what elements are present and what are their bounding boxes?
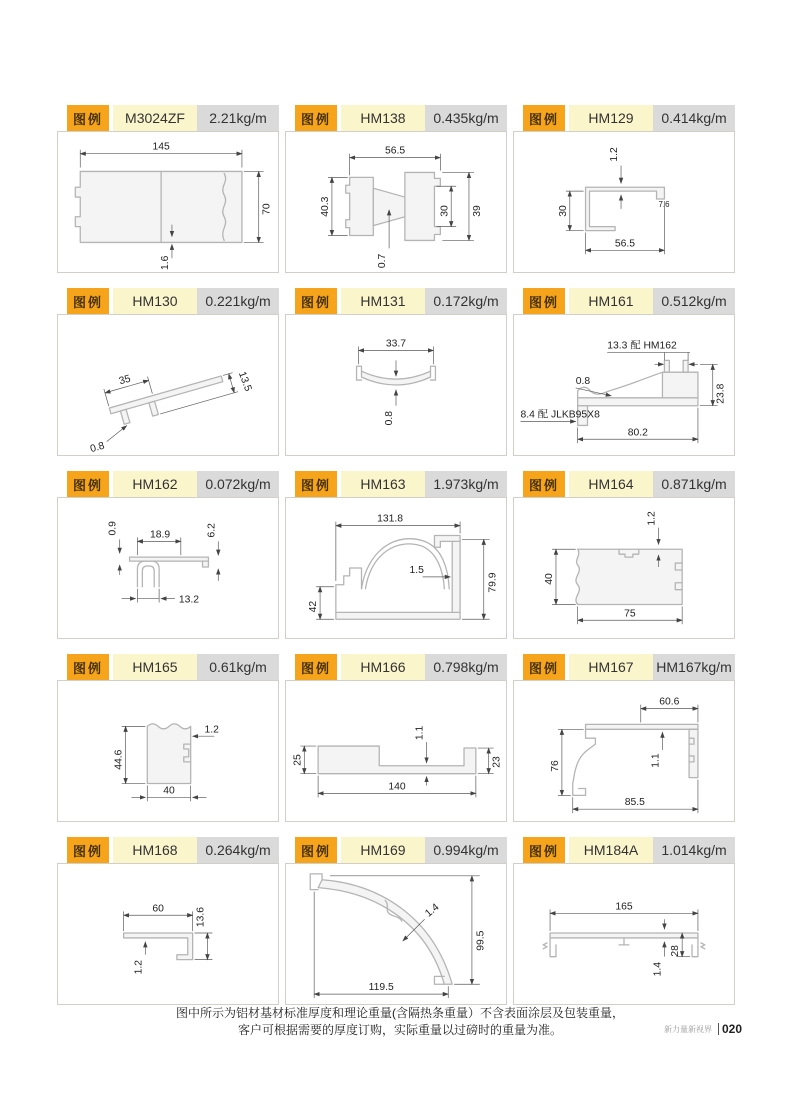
dim-label: 140	[388, 781, 406, 793]
profile-card-hm167	[513, 654, 735, 822]
dim-label: 25	[292, 754, 304, 766]
legend-badge: 图例	[523, 105, 565, 131]
card-header	[513, 105, 735, 131]
model-label: HM130	[113, 288, 197, 314]
dim-label: 40.3	[319, 196, 331, 217]
dim-label: 1.2	[609, 147, 621, 162]
profile-outline	[124, 933, 193, 960]
legend-badge: 图例	[67, 288, 109, 314]
profile-card-hm163	[285, 471, 507, 639]
profile-card-hm168	[57, 837, 279, 1005]
dimension-annotations	[308, 514, 498, 620]
weight-label: 0.414kg/m	[653, 105, 735, 131]
profile-card-hm184a	[513, 837, 735, 1005]
dimension-annotations	[314, 876, 487, 998]
profile-card-hm130	[57, 288, 279, 456]
dim-label: 8.4 配 JLKB95X8	[520, 409, 600, 421]
weight-label: 0.072kg/m	[197, 471, 279, 497]
dim-label: 1.1	[650, 753, 662, 768]
card-header	[57, 105, 279, 131]
legend-badge: 图例	[523, 288, 565, 314]
legend-badge: 图例	[295, 288, 337, 314]
profile-card-hm162	[57, 471, 279, 639]
dim-label: 39	[471, 205, 483, 217]
footer-note-line1: 图中所示为铝材基材标准厚度和理论重量(含隔热条重量）不含表面涂层及包装重量，	[176, 1006, 624, 1020]
profile-card-hm169	[285, 837, 507, 1005]
dim-label: 80.2	[627, 427, 648, 439]
card-header	[57, 837, 279, 863]
profile-card-hm164	[513, 471, 735, 639]
profile-catalog-grid	[57, 105, 735, 1005]
dim-label: 30	[557, 205, 569, 217]
dim-label: 56.5	[384, 145, 406, 157]
dim-label: 30	[439, 205, 451, 217]
dim-label: 35	[117, 373, 133, 388]
weight-label: 2.21kg/m	[197, 105, 279, 131]
dim-label: 165	[615, 901, 633, 913]
dim-label: 79.9	[487, 572, 499, 593]
profile-drawing	[513, 680, 735, 822]
drawing-svg	[58, 132, 278, 272]
weight-label: 1.973kg/m	[425, 471, 507, 497]
dim-label: 33.7	[385, 338, 407, 350]
profile-drawing	[285, 497, 507, 639]
page-footer	[664, 1021, 742, 1037]
card-header	[57, 654, 279, 680]
model-label: HM167	[569, 654, 653, 680]
profile-drawing	[285, 314, 507, 456]
dim-label: 1.5	[409, 564, 424, 576]
model-label: HM166	[341, 654, 425, 680]
dim-label: 13.3 配 HM162	[607, 340, 677, 352]
legend-badge: 图例	[67, 654, 109, 680]
dim-label: 76	[549, 760, 561, 772]
dim-label: 0.9	[107, 521, 119, 536]
drawing-svg	[514, 681, 734, 821]
legend-badge: 图例	[67, 837, 109, 863]
weight-label: 0.264kg/m	[197, 837, 279, 863]
model-label: HM131	[341, 288, 425, 314]
profile-drawing	[513, 131, 735, 273]
weight-label: 0.994kg/m	[425, 837, 507, 863]
profile-outline	[147, 724, 190, 784]
model-label: HM165	[113, 654, 197, 680]
profile-drawing	[513, 863, 735, 1005]
drawing-svg	[58, 315, 278, 455]
drawing-svg	[286, 864, 506, 1004]
profile-card-m3024zf	[57, 105, 279, 273]
profile-drawing	[513, 497, 735, 639]
drawing-svg	[514, 132, 734, 272]
dim-label: 99.5	[475, 930, 487, 951]
card-header	[285, 837, 507, 863]
legend-badge: 图例	[295, 471, 337, 497]
drawing-svg	[58, 681, 278, 821]
profile-outline	[318, 746, 476, 774]
drawing-svg	[514, 315, 734, 455]
card-header	[513, 837, 735, 863]
model-label: HM162	[113, 471, 197, 497]
dim-label: 18.9	[150, 529, 171, 541]
drawing-svg	[286, 315, 506, 455]
legend-badge: 图例	[523, 654, 565, 680]
dim-label: 145	[152, 141, 170, 153]
dim-label: 44.6	[113, 749, 125, 770]
weight-label: 0.61kg/m	[197, 654, 279, 680]
dim-label: 60.6	[659, 696, 680, 708]
dim-label: 7.6	[658, 199, 670, 209]
footer-divider	[718, 1023, 719, 1035]
weight-label: 0.172kg/m	[425, 288, 507, 314]
drawing-svg	[286, 681, 506, 821]
model-label: HM161	[569, 288, 653, 314]
dim-label: 0.8	[384, 411, 396, 426]
profile-outline	[586, 187, 665, 230]
dim-label: 1.2	[204, 724, 219, 736]
dimension-annotations	[124, 903, 213, 974]
dim-label: 1.6	[160, 255, 171, 271]
card-header	[57, 288, 279, 314]
profile-outline	[310, 874, 452, 984]
legend-badge: 图例	[523, 837, 565, 863]
card-header	[285, 105, 507, 131]
dim-label: 0.8	[575, 376, 591, 388]
profile-drawing	[57, 314, 279, 456]
legend-badge: 图例	[67, 471, 109, 497]
footer-note-line2: 客户可根据需要的厚度订购，实际重量以过磅时的重量为准。	[237, 1023, 562, 1037]
dim-label: 1.2	[646, 511, 658, 526]
model-label: HM168	[113, 837, 197, 863]
profile-card-hm161	[513, 288, 735, 456]
dim-label: 0.7	[377, 253, 389, 269]
card-header	[285, 654, 507, 680]
model-label: HM164	[569, 471, 653, 497]
drawing-svg	[58, 864, 278, 1004]
dim-label: 60	[152, 903, 164, 915]
weight-label: 0.871kg/m	[653, 471, 735, 497]
legend-badge: 图例	[67, 105, 109, 131]
model-label: HM169	[341, 837, 425, 863]
dim-label: 40	[544, 573, 556, 585]
dim-label: 1.4	[652, 962, 664, 977]
profile-card-hm138	[285, 105, 507, 273]
profile-outline	[75, 171, 242, 242]
dim-label: 1.4	[423, 901, 442, 920]
dim-label: 6.2	[206, 523, 218, 538]
profile-drawing	[57, 680, 279, 822]
dim-label: 23.8	[715, 383, 727, 404]
model-label: HM163	[341, 471, 425, 497]
weight-label: 0.512kg/m	[653, 288, 735, 314]
drawing-svg	[58, 498, 278, 638]
profile-outline	[346, 172, 441, 240]
weight-label: 0.221kg/m	[197, 288, 279, 314]
model-label: HM129	[569, 105, 653, 131]
profile-drawing	[57, 497, 279, 639]
dim-label: 13.5	[235, 370, 254, 393]
drawing-svg	[286, 132, 506, 272]
drawing-svg	[514, 864, 734, 1004]
dim-label: 13.6	[195, 906, 207, 928]
dim-label: 13.2	[178, 594, 199, 606]
card-header	[513, 288, 735, 314]
profile-drawing	[285, 131, 507, 273]
profile-drawing	[57, 131, 279, 273]
card-header	[513, 654, 735, 680]
profile-outline	[336, 535, 460, 619]
profile-drawing	[513, 314, 735, 456]
dim-label: 70	[261, 203, 273, 215]
model-label: HM138	[341, 105, 425, 131]
dim-label: 28	[670, 945, 682, 957]
weight-label: 1.014kg/m	[653, 837, 735, 863]
profile-drawing	[285, 863, 507, 1005]
weight-label: HM167kg/m	[653, 654, 735, 680]
card-header	[57, 471, 279, 497]
dimension-annotations	[550, 697, 698, 813]
dim-label: 119.5	[368, 982, 394, 994]
profile-card-hm165	[57, 654, 279, 822]
profile-drawing	[57, 863, 279, 1005]
dim-label: 131.8	[377, 513, 404, 525]
profile-outline	[573, 724, 698, 795]
dim-label: 85.5	[624, 797, 645, 809]
legend-badge: 图例	[295, 105, 337, 131]
dim-label: 23	[491, 756, 503, 768]
profile-outline	[576, 549, 682, 604]
dim-label: 40	[163, 785, 175, 797]
profile-drawing	[285, 680, 507, 822]
profile-card-hm166	[285, 654, 507, 822]
profile-card-hm129	[513, 105, 735, 273]
legend-badge: 图例	[295, 837, 337, 863]
legend-badge: 图例	[523, 471, 565, 497]
card-header	[513, 471, 735, 497]
dimension-annotations	[108, 521, 219, 606]
card-header	[285, 471, 507, 497]
dim-label: 56.5	[614, 238, 636, 250]
dim-label: 0.8	[89, 440, 106, 455]
profile-outline	[130, 557, 209, 587]
dim-label: 42	[308, 600, 320, 613]
drawing-svg	[286, 498, 506, 638]
dim-label: 1.1	[414, 725, 426, 741]
profile-card-hm131	[285, 288, 507, 456]
page-number: 020	[721, 1022, 742, 1036]
brand-text: 新力量新视界	[663, 1024, 712, 1034]
weight-label: 0.435kg/m	[425, 105, 507, 131]
dimension-annotations	[558, 147, 670, 254]
drawing-svg	[514, 498, 734, 638]
dim-label: 1.2	[133, 960, 145, 975]
weight-label: 0.798kg/m	[425, 654, 507, 680]
card-header	[285, 288, 507, 314]
legend-badge: 图例	[295, 654, 337, 680]
dim-label: 75	[624, 608, 636, 620]
model-label: HM184A	[569, 837, 653, 863]
model-label: M3024ZF	[113, 105, 197, 131]
